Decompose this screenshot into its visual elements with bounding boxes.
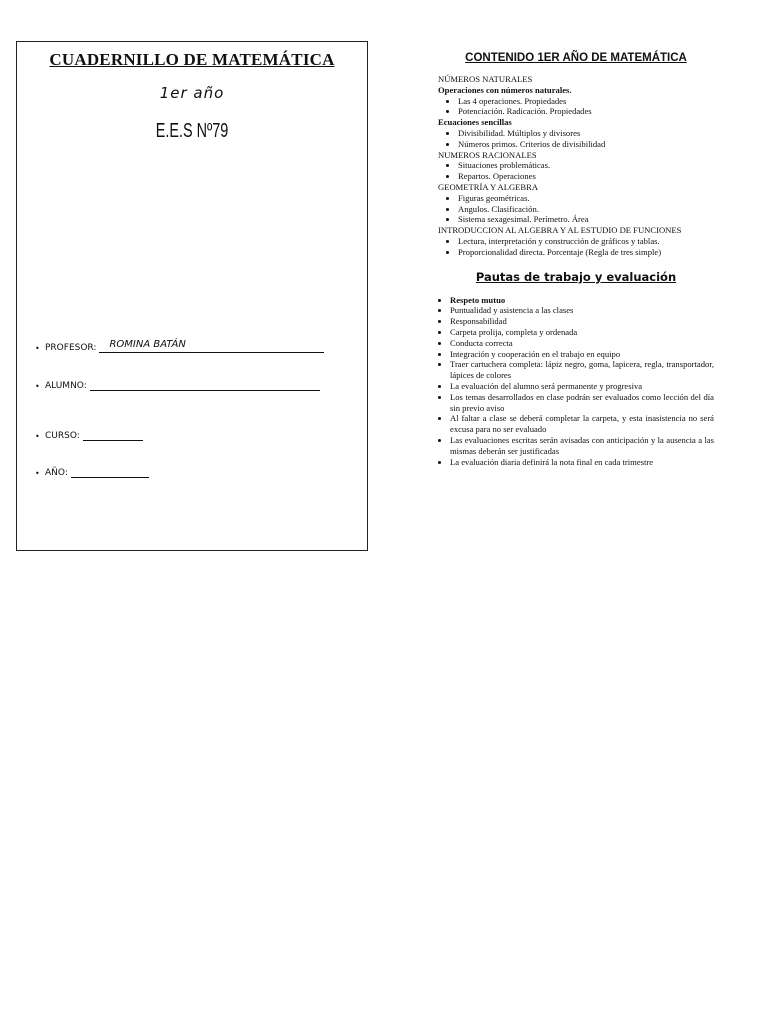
- pauta-item: • Carpeta prolija, completa y ordenada: [450, 327, 714, 338]
- alumno-field: [35, 378, 320, 391]
- section-heading: GEOMETRÍA Y ALGEBRA: [438, 181, 539, 192]
- bullet-icon: •: [35, 382, 40, 391]
- pautas-section: [438, 295, 714, 468]
- bullet-icon: •: [35, 432, 40, 441]
- profesor-value: ROMINA BATÁN: [109, 339, 186, 350]
- pauta-item: • La evaluación del alumno será permanente y progresiva: [450, 381, 714, 392]
- anio-line[interactable]: [71, 465, 149, 478]
- pauta-item: • Conducta correcta: [450, 338, 714, 349]
- list-item: • Proporcionalidad directa. Porcentaje (Regla de tres simple): [458, 247, 714, 258]
- list-item: • Números primos. Criterios de divisibilidad: [458, 139, 714, 150]
- anio-field: [35, 465, 149, 478]
- section-items: [438, 236, 714, 258]
- bullet-icon: •: [35, 344, 40, 353]
- list-item: • Repartos. Operaciones: [458, 171, 714, 182]
- pauta-item: • Al faltar a clase se deberá completar la carpeta, y esta inasistencia no será excusa para no ser evaluado: [450, 413, 714, 435]
- content-column: [438, 52, 714, 467]
- profesor-field: [35, 340, 324, 353]
- profesor-label: PROFESOR:: [45, 343, 97, 353]
- list-item: • Angulos. Clasificación.: [458, 204, 714, 215]
- pautas-list: [438, 295, 714, 468]
- cover-title: CUADERNILLO DE MATEMÁTICA: [49, 50, 335, 69]
- profesor-line[interactable]: [99, 340, 324, 353]
- pauta-item: • Puntualidad y asistencia a las clases: [450, 305, 714, 316]
- pauta-item: • Los temas desarrollados en clase podrán ser evaluados como lección del día sin previo aviso: [450, 392, 714, 414]
- section-heading: INTRODUCCION AL ALGEBRA Y AL ESTUDIO DE FUNCIONES: [438, 225, 682, 236]
- curso-field: [35, 428, 143, 441]
- pauta-item: • Traer cartuchera completa: lápiz negro, goma, lapicera, regla, transportador, lápices de colores: [450, 359, 714, 381]
- cover-card: [16, 41, 368, 551]
- section-heading: Ecuaciones sencillas: [438, 117, 512, 128]
- list-item: • Situaciones problemáticas.: [458, 160, 714, 171]
- section-items: [438, 193, 714, 225]
- bullet-icon: •: [35, 469, 40, 478]
- section-heading: NÚMEROS NATURALES: [438, 74, 533, 84]
- section-heading: Operaciones con números naturales.: [438, 84, 572, 95]
- contenido-list: [438, 74, 714, 258]
- alumno-label: ALUMNO:: [45, 381, 87, 391]
- pauta-item: • Integración y cooperación en el trabajo en equipo: [450, 349, 714, 360]
- list-item: • Figuras geométricas.: [458, 193, 714, 204]
- section-items: [438, 96, 714, 118]
- pauta-item: • Responsabilidad: [450, 316, 714, 327]
- pautas-title: Pautas de trabajo y evaluación: [475, 269, 677, 284]
- school-name: E.E.S Nº79: [155, 120, 229, 142]
- contenido-title: CONTENIDO 1ER AÑO DE MATEMÁTICA: [465, 52, 687, 64]
- curso-label: CURSO:: [45, 431, 80, 441]
- pauta-item: • Las evaluaciones escritas serán avisadas con anticipación y la ausencia a las mismas deberán ser justificadas: [450, 435, 714, 457]
- list-item: • Potenciación. Radicación. Propiedades: [458, 106, 714, 117]
- anio-label: AÑO:: [45, 468, 68, 478]
- list-item: • Sistema sexagesimal. Perímetro. Área: [458, 214, 714, 225]
- list-item: • Divisibilidad. Múltiplos y divisores: [458, 128, 714, 139]
- section-items: [438, 128, 714, 150]
- pauta-item: • La evaluación diaria definirá la nota final en cada trimestre: [450, 457, 714, 468]
- pauta-item: • Respeto mutuo: [450, 295, 714, 306]
- section-items: [438, 160, 714, 182]
- list-item: • Las 4 operaciones. Propiedades: [458, 96, 714, 107]
- curso-line[interactable]: [83, 428, 143, 441]
- cover-year: 1er año: [159, 84, 225, 102]
- section-heading: NUMEROS RACIONALES: [438, 149, 537, 160]
- list-item: • Lectura, interpretación y construcción de gráficos y tablas.: [458, 236, 714, 247]
- alumno-line[interactable]: [90, 378, 320, 391]
